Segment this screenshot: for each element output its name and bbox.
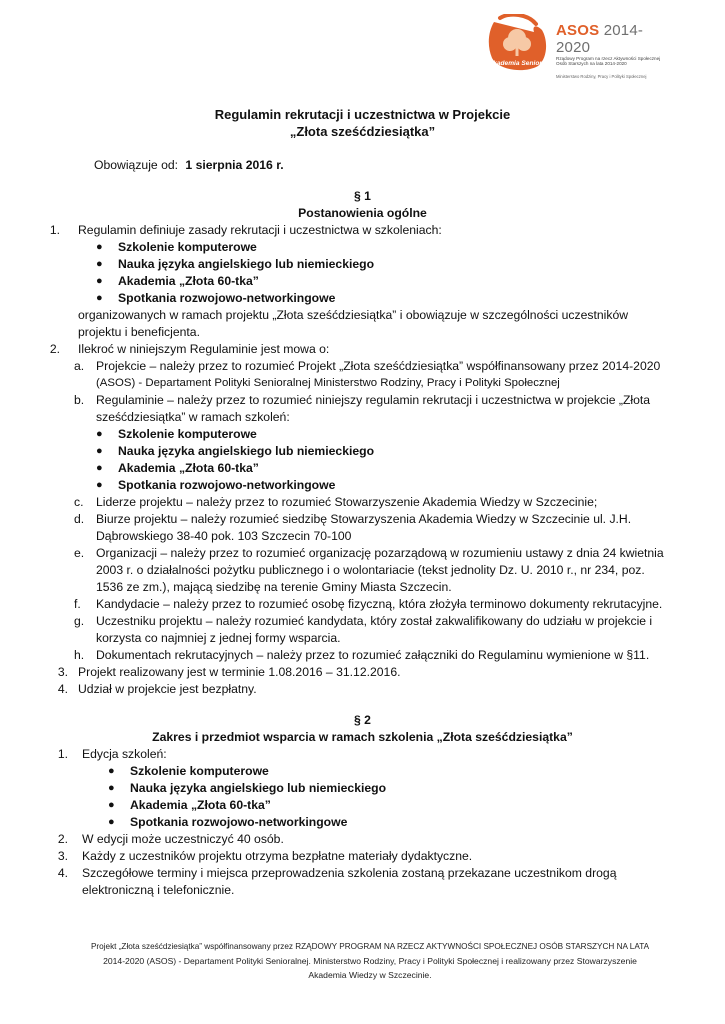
bullet-icon: ● bbox=[96, 428, 103, 440]
footer-line3: Akademia Wiedzy w Szczecinie. bbox=[308, 970, 432, 980]
s1-p4-number: 4. bbox=[57, 682, 68, 696]
akademia-logo-text: Akademia Seniora bbox=[488, 60, 546, 67]
s1-p2-text: Ilekroć w niniejszym Regulaminie jest mowa o: bbox=[78, 342, 330, 356]
bullet-icon: ● bbox=[96, 292, 103, 304]
s2-p1-text: Edycja szkoleń: bbox=[82, 747, 167, 761]
item-h-text: Dokumentach rekrutacyjnych – należy przez to rozumieć załączniki do Regulaminu wymienione w §11. bbox=[96, 648, 650, 662]
s2-p2-text: W edycji może uczestniczyć 40 osób. bbox=[82, 832, 284, 846]
item-g-line1: Uczestniku projektu – należy rozumieć kandydata, który został zakwalifikowany do udziału w projekcie i bbox=[96, 614, 653, 628]
item-h-mark: h. bbox=[74, 648, 85, 662]
akademia-seniora-logo bbox=[484, 14, 550, 74]
s1-p1-number: 1. bbox=[49, 223, 60, 237]
asos-years: 2014-2020 bbox=[556, 22, 644, 56]
bullet-icon: ● bbox=[108, 816, 115, 828]
bullet-icon: ● bbox=[96, 241, 103, 253]
training-item: Szkolenie komputerowe bbox=[118, 427, 257, 441]
s1-p1-text: Regulamin definiuje zasady rekrutacji i uczestnictwa w szkoleniach: bbox=[78, 223, 442, 237]
item-e-line3: 1536 ze zm.), mającą siedzibę na terenie Gminy Miasta Szczecin. bbox=[96, 580, 452, 594]
bullet-icon: ● bbox=[108, 782, 115, 794]
item-d-mark: d. bbox=[74, 512, 85, 526]
item-f-text: Kandydacie – należy przez to rozumieć osobę fizyczną, która złożyła terminowo dokumenty rekrutacyjne. bbox=[96, 597, 663, 611]
section-2-heading: Zakres i przedmiot wsparcia w ramach szkolenia „Złota sześćdziesiątka” bbox=[152, 730, 573, 744]
item-g-mark: g. bbox=[74, 614, 85, 628]
bullet-icon: ● bbox=[96, 462, 103, 474]
item-a-line2: (ASOS) - Departament Polityki Senioralnej Ministerstwo Rodziny, Pracy i Polityki Społecznej bbox=[96, 377, 560, 389]
item-g-line2: korzysta co najmniej z jednej formy wsparcia. bbox=[96, 631, 341, 645]
bullet-icon: ● bbox=[96, 445, 103, 457]
s2-p4-number: 4. bbox=[57, 866, 68, 880]
document-title-line2: „Złota sześćdziesiątka” bbox=[289, 124, 436, 139]
item-d-line1: Biurze projektu – należy rozumieć siedzibę Stowarzyszenia Akademia Wiedzy w Szczecinie ul. J.H. bbox=[96, 512, 632, 526]
item-b-line2: sześćdziesiątka” w ramach szkoleń: bbox=[96, 410, 290, 424]
item-c-mark: c. bbox=[74, 495, 84, 509]
footer-line1: Projekt „Złota sześćdziesiątka” współfinansowany przez RZĄDOWY PROGRAM NA RZECZ AKTYWNOŚCI SPOŁECZNEJ OSÓB STARSZYCH NA LATA bbox=[90, 942, 650, 951]
s1-p1-continuation-b: projektu i beneficjenta. bbox=[78, 325, 200, 339]
training-item: Akademia „Złota 60-tka” bbox=[118, 274, 259, 288]
bullet-icon: ● bbox=[108, 799, 115, 811]
s2-p4-line1: Szczegółowe terminy i miejsca przeprowadzenia szkolenia zostaną przekazane uczestnikom drogą bbox=[82, 866, 617, 880]
training-item: Spotkania rozwojowo-networkingowe bbox=[118, 291, 336, 305]
s1-p2-number: 2. bbox=[49, 342, 60, 356]
item-e-line2: 2003 r. o działalności pożytku publicznego i o wolontariacie (tekst jednolity Dz. U. 2010 r., nr 234, poz. bbox=[96, 563, 645, 577]
asos-title: ASOS bbox=[556, 22, 600, 39]
item-b-mark: b. bbox=[74, 393, 85, 407]
item-a-mark: a. bbox=[74, 359, 85, 373]
s2-p2-number: 2. bbox=[57, 832, 68, 846]
item-d-line2: Dąbrowskiego 38-40 pok. 103 Szczecin 70-100 bbox=[96, 529, 352, 543]
training-item: Akademia „Złota 60-tka” bbox=[130, 798, 271, 812]
s1-p4-text: Udział w projekcie jest bezpłatny. bbox=[78, 682, 257, 696]
s2-p4-line2: elektroniczną i telefonicznie. bbox=[82, 883, 235, 897]
item-e-line1: Organizacji – należy przez to rozumieć organizację pozarządową w rozumieniu ustawy z dnia 24 kwietnia bbox=[96, 546, 664, 560]
item-b-line1: Regulaminie – należy przez to rozumieć niniejszy regulamin rekrutacji i uczestnictwa w projekcie „Złota bbox=[96, 393, 651, 407]
bullet-icon: ● bbox=[96, 258, 103, 270]
training-item: Szkolenie komputerowe bbox=[118, 240, 257, 254]
training-item: Nauka języka angielskiego lub niemieckiego bbox=[118, 444, 375, 458]
item-f-mark: f. bbox=[74, 597, 81, 611]
item-c-text: Liderze projektu – należy przez to rozumieć Stowarzyszenie Akademia Wiedzy w Szczecinie; bbox=[96, 495, 598, 509]
section-1-heading: Postanowienia ogólne bbox=[298, 206, 427, 220]
training-item: Szkolenie komputerowe bbox=[130, 764, 269, 778]
section-2-mark: § 2 bbox=[354, 713, 371, 727]
training-item: Spotkania rozwojowo-networkingowe bbox=[130, 815, 348, 829]
footer-line2: 2014-2020 (ASOS) - Departament Polityki Senioralnej. Ministerstwo Rodziny, Pracy i Polityki Społecznej i realizowany przez Stowarzyszenie bbox=[103, 956, 637, 966]
asos-subtitle-1: Rządowy Program na rzecz Aktywności Społecznej bbox=[556, 56, 661, 61]
s2-p3-text: Każdy z uczestników projektu otrzyma bezpłatne materiały dydaktyczne. bbox=[82, 849, 473, 863]
effective-date-value: 1 sierpnia 2016 r. bbox=[185, 158, 284, 172]
item-e-mark: e. bbox=[74, 546, 85, 560]
s2-p3-number: 3. bbox=[57, 849, 68, 863]
s2-p1-number: 1. bbox=[57, 747, 68, 761]
s1-p3-number: 3. bbox=[57, 665, 68, 679]
training-item: Nauka języka angielskiego lub niemieckiego bbox=[130, 781, 387, 795]
s1-p1-continuation-a: organizowanych w ramach projektu „Złota sześćdziesiątka” i obowiązuje w szczególności uczestników bbox=[78, 308, 629, 322]
bullet-icon: ● bbox=[96, 479, 103, 491]
bullet-icon: ● bbox=[108, 765, 115, 777]
item-a-line1: Projekcie – należy przez to rozumieć Projekt „Złota sześćdziesiątka” współfinansowany przez 2014-2020 bbox=[96, 359, 661, 373]
training-item: Nauka języka angielskiego lub niemieckiego bbox=[118, 257, 375, 271]
section-1-mark: § 1 bbox=[354, 189, 371, 203]
training-item: Akademia „Złota 60-tka” bbox=[118, 461, 259, 475]
s1-p3-text: Projekt realizowany jest w terminie 1.08.2016 – 31.12.2016. bbox=[78, 665, 401, 679]
document-title-line1: Regulamin rekrutacji i uczestnictwa w Projekcie bbox=[214, 107, 511, 122]
page-footer bbox=[90, 940, 650, 982]
asos-ministry: Ministerstwo Rodziny, Pracy i Polityki Społecznej bbox=[556, 73, 647, 79]
training-item: Spotkania rozwojowo-networkingowe bbox=[118, 478, 336, 492]
asos-subtitle-2: Osób Starszych na lata 2014-2020 bbox=[556, 61, 627, 67]
effective-date bbox=[94, 157, 284, 174]
bullet-icon: ● bbox=[96, 275, 103, 287]
effective-label: Obowiązuje od: bbox=[94, 158, 179, 172]
asos-logo bbox=[556, 22, 676, 79]
